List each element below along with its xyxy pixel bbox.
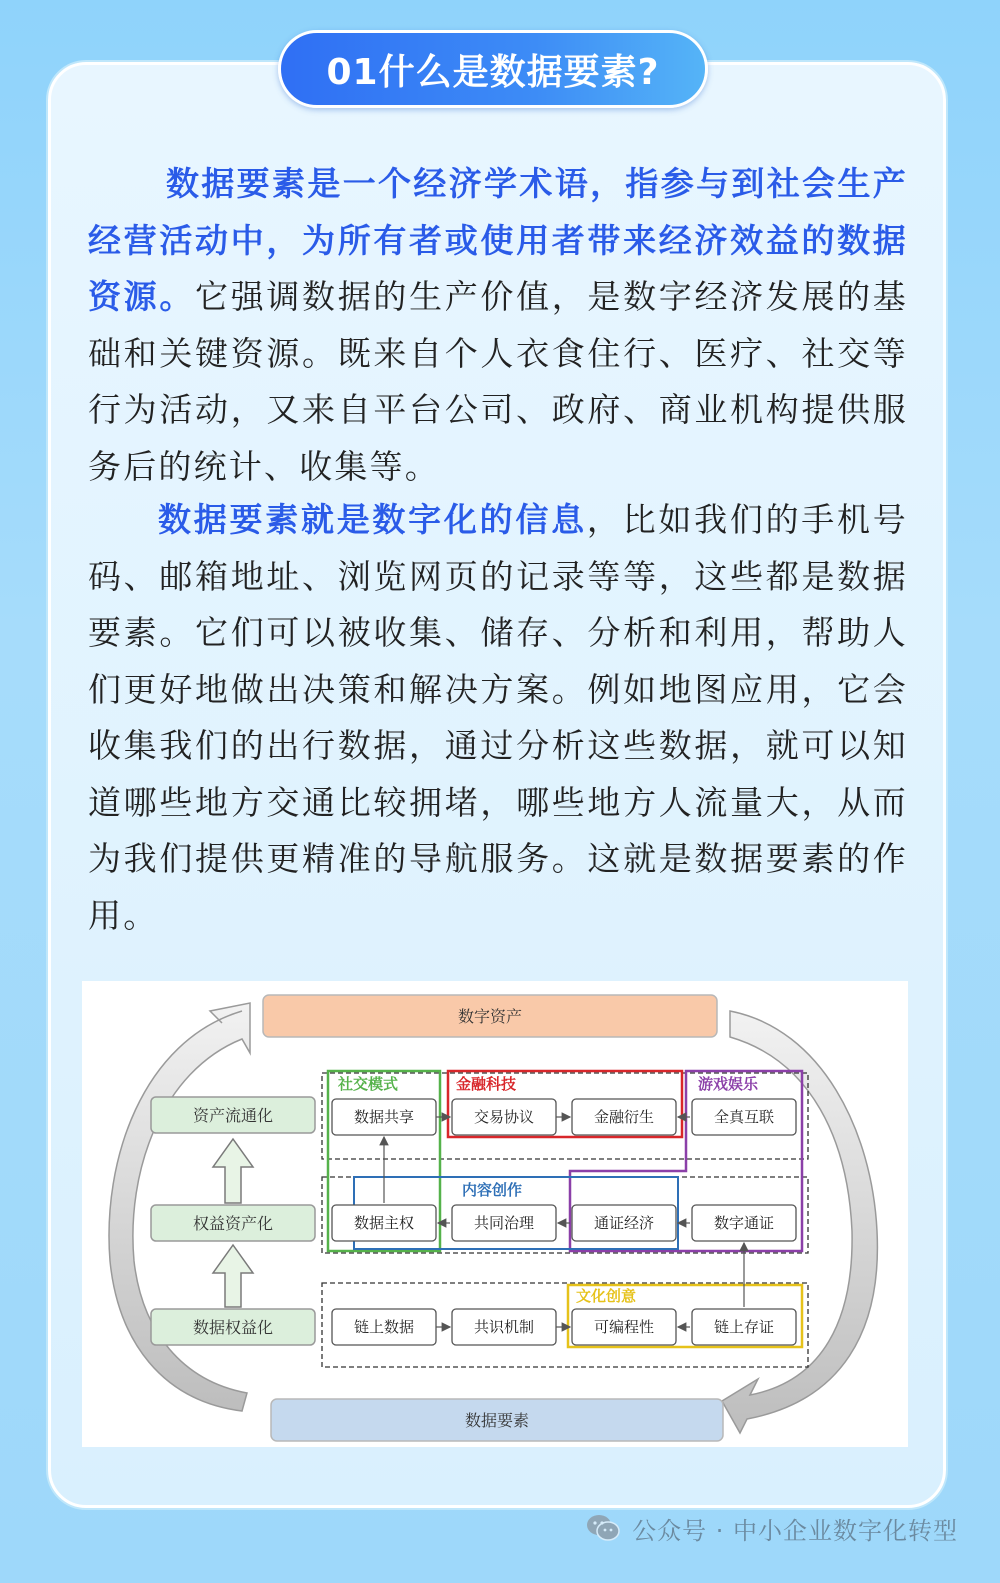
group-game-label: 游戏娱乐 <box>698 1075 759 1093</box>
node-label-2-1: 数据主权 <box>353 1214 415 1232</box>
footer-text: 公众号 · 中小企业数字化转型 <box>632 1516 958 1545</box>
up-arrow-2 <box>213 1245 253 1307</box>
paragraph-2-highlight: 数据要素就是数字化的信息 <box>158 500 587 539</box>
node-label-1-3: 金融衍生 <box>593 1108 655 1126</box>
up-arrow-1 <box>213 1139 253 1203</box>
paragraph-2 <box>88 492 908 944</box>
data-element-label: 数据要素 <box>464 1411 530 1430</box>
wechat-icon <box>586 1513 620 1543</box>
node-label-3-3: 可编程性 <box>593 1318 655 1336</box>
node-label-1-1: 数据共享 <box>353 1108 415 1126</box>
paragraph-1-text: 它强调数据的生产价值，是数字经济发展的基础和关键资源。既来自个人衣食住行、医疗、社交等行为活动，又来自平台公司、政府、商业机构提供服务后的统计、收集等。 <box>88 277 909 486</box>
node-label-1-2: 交易协议 <box>473 1108 535 1126</box>
stage-label-circulation: 资产流通化 <box>192 1106 274 1125</box>
group-social-label: 社交模式 <box>338 1075 399 1093</box>
group-content-label: 内容创作 <box>462 1181 523 1199</box>
node-label-2-3: 通证经济 <box>593 1214 655 1232</box>
paragraph-1 <box>88 156 908 495</box>
node-label-3-2: 共识机制 <box>473 1318 535 1336</box>
group-culture-label: 文化创意 <box>576 1287 637 1305</box>
node-label-2-4: 数字通证 <box>713 1214 775 1232</box>
paragraph-1-highlight: 数据要素是一个经济学术语，指参与到社会生产经营活动中，为所有者或使用者带来经济效益的数据资源。 <box>88 164 908 316</box>
digital-asset-label: 数字资产 <box>457 1007 523 1026</box>
node-label-2-2: 共同治理 <box>473 1214 535 1232</box>
data-element-diagram <box>82 981 908 1447</box>
node-label-3-1: 链上数据 <box>353 1318 415 1336</box>
stage-label-rights: 数据权益化 <box>192 1318 274 1337</box>
footer <box>586 1508 958 1548</box>
node-label-3-4: 链上存证 <box>713 1318 775 1336</box>
stage-label-assetization: 权益资产化 <box>192 1214 274 1233</box>
section-title-pill <box>278 30 708 108</box>
section-title: 01什么是数据要素? <box>326 51 660 93</box>
paragraph-2-text: ，比如我们的手机号码、邮箱地址、浏览网页的记录等等，这些都是数据要素。它们可以被收集、储存、分析和利用，帮助人们更好地做出决策和解决方案。例如地图应用，它会收集我们的出行数据，通过分析这些数据，就可以知道哪些地方交通比较拥堵，哪些地方人流量大，从而为我们提供更精准的导航服务。这就是数据要素的作用。 <box>88 500 908 935</box>
node-label-1-4: 全真互联 <box>713 1108 775 1126</box>
group-fintech-label: 金融科技 <box>456 1075 517 1093</box>
